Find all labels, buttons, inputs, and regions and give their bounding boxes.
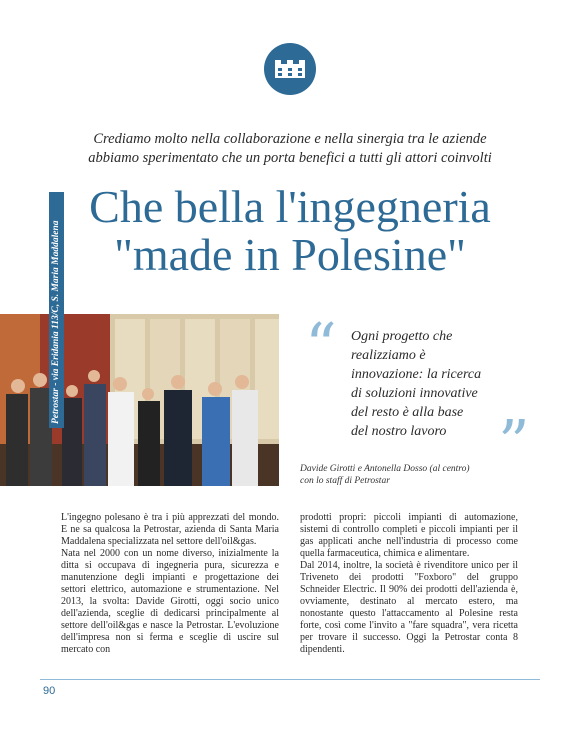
quote-close-mark: ” bbox=[498, 406, 530, 479]
page-title bbox=[20, 183, 560, 279]
body-column-left bbox=[61, 512, 279, 656]
body-paragraph: Dal 2014, inoltre, la società è rivenditore unico per il Triveneto dei prodotti "Foxboro" del gruppo Schneider Electric. Il 90% dei prodotti dell'azienda è, ovviamente, destinato al mercato estero, ma nonostante questo l'attaccamento al Polesine resta forte, così come l'invito a "fare squadra", vera ricetta per trovare il successo. Oggi la Petrostar conta 8 dipendenti. bbox=[300, 560, 518, 655]
page-number: 90 bbox=[43, 685, 56, 697]
vertical-caption-text: Petrostar - via Eridania 113/C, S. Maria Maddalena bbox=[49, 192, 64, 428]
body-paragraph: L'ingegno polesano è tra i più apprezzati del mondo. E ne sa qualcosa la Petrostar, azienda di Santa Maria Maddalena specializzata nel settore dell'oil&gas. bbox=[61, 512, 279, 547]
intro-line: abbiamo sperimentato che un porta benefici a tutti gli attori coinvolti bbox=[88, 150, 492, 166]
intro-text bbox=[60, 130, 520, 168]
quote-line: innovazione: la ricerca bbox=[351, 367, 482, 382]
title-line: "made in Polesine" bbox=[114, 229, 466, 280]
body-column-right bbox=[300, 512, 518, 656]
body-paragraph: Nata nel 2000 con un nome diverso, inizialmente la ditta si occupava di ingegneria pura, sicurezza e manutenzione degli impianti e progettazione dei settori elettrico, automazione e strumentazione. Nel 2013, la svolta: Davide Girotti, oggi socio unico dell'azienda, sceglie di dedicarsi principalmente al settore dell'oil&gas e nasce la Petrostar. L'evoluzione dell'impresa non si ferma e sceglie di uscire sul mercato con bbox=[61, 548, 279, 655]
photo-caption bbox=[300, 463, 510, 487]
caption-line: con lo staff di Petrostar bbox=[300, 476, 390, 486]
caption-line: Davide Girotti e Antonella Dosso (al centro) bbox=[300, 464, 470, 474]
quote-line: del resto è alla base bbox=[351, 405, 464, 420]
title-line: Che bella l'ingegneria bbox=[89, 181, 491, 232]
quote-line: realizziamo è bbox=[351, 348, 426, 363]
staff-photo bbox=[0, 314, 279, 486]
body-paragraph: prodotti propri: piccoli impianti di automazione, sistemi di controllo completi e piccoli impianti per il gas applicati anche nell'industria di processo come quella farmaceutica, chimica e alimentare. bbox=[300, 512, 518, 559]
quote-line: del nostro lavoro bbox=[351, 424, 447, 439]
quote-line: di soluzioni innovative bbox=[351, 386, 478, 401]
quote-open-mark: “ bbox=[305, 309, 337, 382]
footer-rule bbox=[40, 679, 540, 680]
factory-icon bbox=[264, 43, 316, 95]
pull-quote bbox=[351, 327, 511, 441]
quote-line: Ogni progetto che bbox=[351, 329, 453, 344]
intro-line: Crediamo molto nella collaborazione e nella sinergia tra le aziende bbox=[93, 131, 487, 147]
